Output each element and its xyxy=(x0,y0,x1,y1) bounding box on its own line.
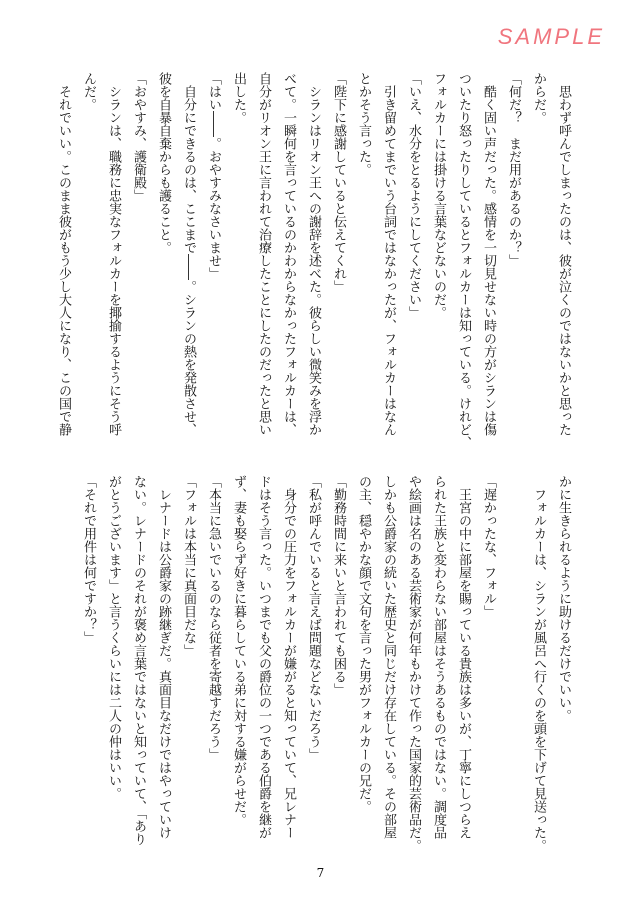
text-line: 身分での圧力をフォルカーが嫌がると知っていて、兄レナー xyxy=(281,475,296,839)
text-line: の主、穏やかな顔で文句を言った男がフォルカーの兄だ。 xyxy=(356,475,371,813)
text-line: 出した。 xyxy=(231,72,246,124)
text-line: からだ。 xyxy=(531,72,546,124)
text-line: ない。レナードのそれが褒め言葉ではないと知っていて、「あり xyxy=(131,475,146,846)
text-line: ず、妻も娶らず好きに暮らしている弟に対する嫌がらせだ。 xyxy=(231,475,246,826)
upper-text-block xyxy=(56,72,576,449)
text-line: しかも公爵家の続いた歴史と同じだけ存在している。その部屋 xyxy=(381,475,396,839)
text-line: 「それで用件は何ですか？」 xyxy=(81,475,96,644)
text-line: 引き留めてまでいう台詞ではなかったが、フォルカーはなん xyxy=(381,72,396,436)
text-line: 彼を自暴自棄からも護ること。 xyxy=(156,72,171,254)
text-line: シランはリオン王への謝辞を述べた。彼らしい微笑みを浮か xyxy=(306,72,321,436)
text-line: べて。一瞬何を言っているのかわからなかったフォルカーは、 xyxy=(281,72,296,436)
text-line: 「本当に急いでいるのなら従者を寄越すだろう」 xyxy=(206,475,221,761)
text-line: 「私が呼んでいると言えば問題などないだろう」 xyxy=(306,475,321,761)
text-line: ドはそう言った。いつまでも父の爵位の一つである伯爵を継が xyxy=(256,475,271,839)
lower-text-block xyxy=(66,475,576,852)
text-line: 王宮の中に部屋を賜っている貴族は多いが、丁寧にしつらえ xyxy=(456,475,471,839)
sample-watermark: SAMPLE xyxy=(497,24,605,49)
text-line: られた王族と変わらない部屋はそうあるものではない。調度品 xyxy=(431,475,446,839)
text-line: 「何だ？ まだ用があるのか？」 xyxy=(506,72,521,267)
text-line: それでいい。このまま彼がもう少し大人になり、この国で静 xyxy=(56,72,71,436)
text-line: 「いえ、水分をとるようにしてください」 xyxy=(406,72,421,319)
text-line: フォルカーは、シランが風呂へ行くのを頭を下げて見送った。 xyxy=(531,475,546,852)
text-line: レナードは公爵家の跡継ぎだ。真面目なだけではやっていけ xyxy=(156,475,171,839)
text-line: かに生きられるように助けるだけでいい。 xyxy=(556,475,571,722)
text-line: 「フォルは本当に真面目だな」 xyxy=(181,475,196,657)
text-line: 思わず呼んでしまったのは、彼が泣くのではないかと思った xyxy=(556,72,571,436)
text-line: 自分がリオン王に言われて治療したことにしたのだったと思い xyxy=(256,72,271,436)
text-line xyxy=(501,475,526,845)
text-line: 酷く固い声だった。感情を一切見せない時の方がシランは傷 xyxy=(481,72,496,436)
text-line: 「陛下に感謝していると伝えてくれ」 xyxy=(331,72,346,293)
text-line: ついたり怒ったりしているとフォルカーは知っている。けれど、 xyxy=(456,72,471,449)
text-line: とかそう言った。 xyxy=(356,72,371,176)
text-line: 自分にできるのは、ここまで――。シランの熱を発散させ、 xyxy=(181,72,196,436)
text-line: がとうございます」と言うくらいには二人の仲はいい。 xyxy=(106,475,121,800)
text-line: シランは、職務に忠実なフォルカーを揶揄するようにそう呼 xyxy=(106,72,121,436)
page-number: 7 xyxy=(316,866,325,880)
text-line: や絵画は名のある芸術家が何年もかけて作った国家的芸術品だ。 xyxy=(406,475,421,852)
text-line: んだ。 xyxy=(81,72,96,111)
text-line: フォルカーには掛ける言葉などないのだ。 xyxy=(431,72,446,319)
text-line: 「はい――。おやすみなさいませ」 xyxy=(206,72,221,280)
text-line: 「遅かったな、フォル」 xyxy=(481,475,496,618)
text-line: 「おやすみ、護衛殿」 xyxy=(131,72,146,202)
text-line: 「勤務時間に来いと言われても困る」 xyxy=(331,475,346,696)
